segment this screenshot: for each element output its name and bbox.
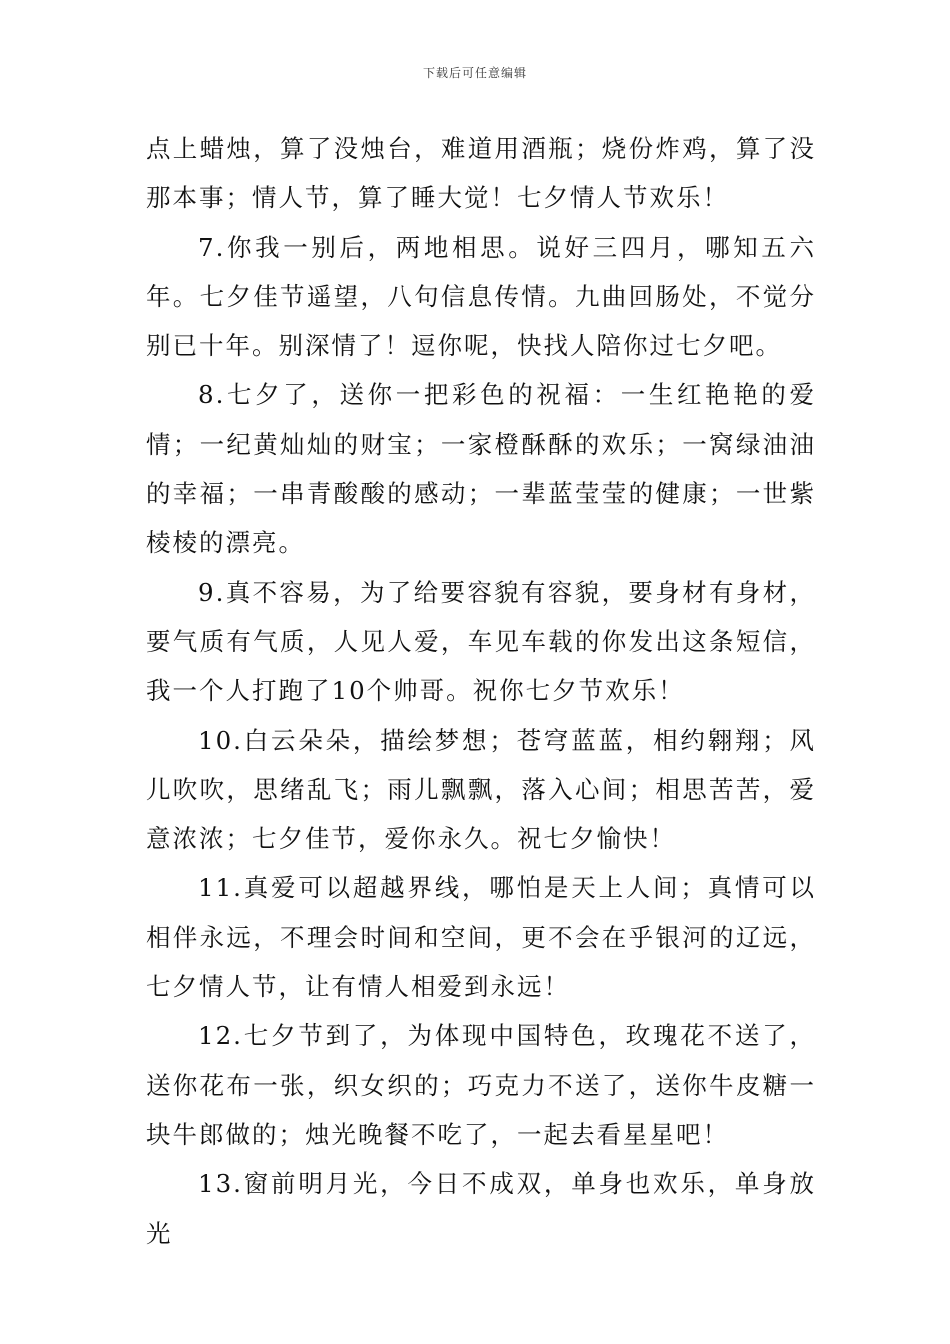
paragraph: 13.窗前明月光，今日不成双，单身也欢乐，单身放光 — [146, 1169, 816, 1248]
page-header: 下载后可任意编辑 — [422, 66, 527, 80]
paragraph: 12.七夕节到了，为体现中国特色，玫瑰花不送了，送你花布一张，织女织的；巧克力不送了，送你牛皮糖一块牛郎做的；烛光晚餐不吃了，一起去看星星吧！ — [146, 1021, 816, 1149]
paragraph: 点上蜡烛，算了没烛台，难道用酒瓶；烧份炸鸡，算了没那本事；情人节，算了睡大觉！七夕情人节欢乐！ — [146, 134, 816, 213]
paragraph: 8.七夕了，送你一把彩色的祝福：一生红艳艳的爱情；一纪黄灿灿的财宝；一家橙酥酥的欢乐；一窝绿油油的幸福；一串青酸酸的感动；一辈蓝莹莹的健康；一世紫棱棱的漂亮。 — [146, 380, 816, 558]
paragraph: 9.真不容易，为了给要容貌有容貌，要身材有身材，要气质有气质，人见人爱，车见车载的你发出这条短信，我一个人打跑了10个帅哥。祝你七夕节欢乐！ — [146, 577, 816, 706]
document-body — [146, 124, 816, 1258]
paragraph: 7.你我一别后，两地相思。说好三四月，哪知五六年。七夕佳节遥望，八句信息传情。九曲回肠处，不觉分别已十年。别深情了！逗你呢，快找人陪你过七夕吧。 — [146, 232, 816, 361]
paragraph: 11.真爱可以超越界线，哪怕是天上人间；真情可以相伴永远，不理会时间和空间，更不会在乎银河的辽远，七夕情人节，让有情人相爱到永远！ — [146, 873, 816, 1002]
paragraph: 10.白云朵朵，描绘梦想；苍穹蓝蓝，相约翱翔；风儿吹吹，思绪乱飞；雨儿飘飘，落入心间；相思苦苦，爱意浓浓；七夕佳节，爱你永久。祝七夕愉快！ — [146, 725, 816, 854]
